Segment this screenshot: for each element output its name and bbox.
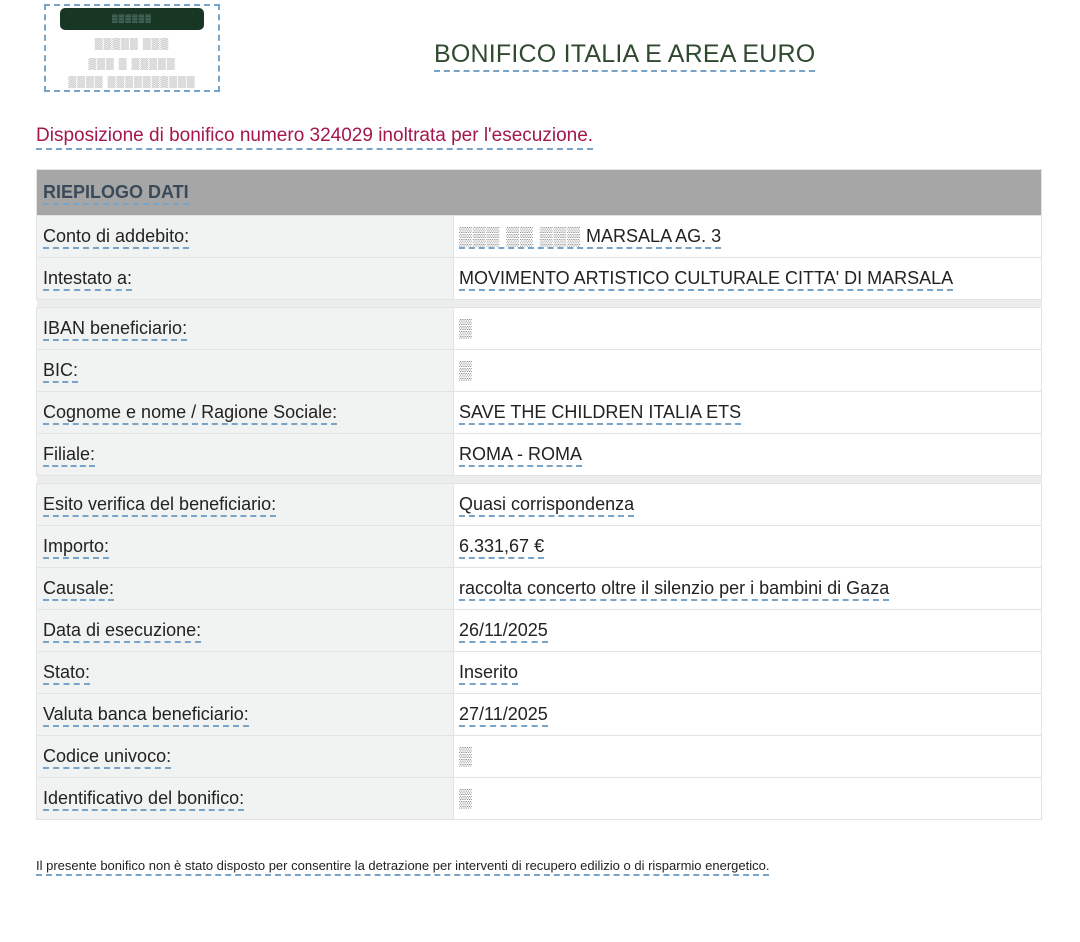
summary-header-row	[37, 170, 1042, 216]
row-value: Quasi corrispondenza	[459, 494, 634, 517]
row-value: 26/11/2025	[459, 620, 548, 643]
status-value: Inserito	[459, 662, 518, 685]
footer-note: Il presente bonifico non è stato disposto per consentire la detrazione per interventi di recupero edilizio o di risparmio energetico.	[36, 858, 769, 876]
row-value: ROMA - ROMA	[459, 444, 582, 467]
row-label: Causale:	[43, 578, 114, 601]
row-value: raccolta concerto oltre il silenzio per i bambini di Gaza	[459, 578, 889, 601]
bank-logo	[44, 4, 220, 92]
logo-text: ▒▒▒▒ ▒▒▒▒▒▒▒▒▒▒	[68, 76, 196, 88]
logo-text: ▒▒▒ ▒ ▒▒▒▒▒	[88, 58, 176, 70]
row-label: BIC:	[43, 360, 78, 383]
row-value: SAVE THE CHILDREN ITALIA ETS	[459, 402, 741, 425]
table-row	[37, 694, 1042, 736]
table-row	[37, 652, 1042, 694]
redacted-text: ▒▒▒ ▒▒ ▒▒▒	[459, 226, 582, 246]
row-value: 27/11/2025	[459, 704, 548, 727]
row-label: Valuta banca beneficiario:	[43, 704, 249, 727]
table-row	[37, 434, 1042, 476]
table-row	[37, 736, 1042, 778]
row-label: Esito verifica del beneficiario:	[43, 494, 276, 517]
row-label: Codice univoco:	[43, 746, 171, 769]
logo-banner: ▒▒▒▒▒▒	[60, 8, 204, 30]
table-row	[37, 308, 1042, 350]
row-value: ▒	[459, 746, 473, 766]
summary-header: RIEPILOGO DATI	[43, 182, 189, 205]
table-row	[37, 568, 1042, 610]
table-row	[37, 610, 1042, 652]
row-label: Cognome e nome / Ragione Sociale:	[43, 402, 337, 425]
summary-table	[36, 169, 1042, 820]
table-row	[37, 526, 1042, 568]
row-label: Stato:	[43, 662, 90, 685]
table-row	[37, 258, 1042, 300]
row-label: Identificativo del bonifico:	[43, 788, 244, 811]
row-separator	[37, 476, 1042, 484]
table-row	[37, 778, 1042, 820]
row-label: Importo:	[43, 536, 109, 559]
transfer-confirmation: Disposizione di bonifico numero 324029 inoltrata per l'esecuzione.	[36, 125, 593, 150]
row-value: ▒	[459, 788, 473, 808]
row-label: Data di esecuzione:	[43, 620, 201, 643]
row-label: Filiale:	[43, 444, 95, 467]
amount-value: 6.331,67 €	[459, 536, 544, 559]
table-row	[37, 484, 1042, 526]
row-label: Conto di addebito:	[43, 226, 189, 249]
table-row	[37, 350, 1042, 392]
row-label: IBAN beneficiario:	[43, 318, 187, 341]
row-value: ▒	[459, 360, 473, 380]
row-value: ▒	[459, 318, 473, 338]
row-label: Intestato a:	[43, 268, 132, 291]
table-row	[37, 392, 1042, 434]
logo-text: ▒▒▒▒▒ ▒▒▒	[94, 38, 170, 50]
page-title: BONIFICO ITALIA E AREA EURO	[434, 40, 815, 72]
row-separator	[37, 300, 1042, 308]
row-value: MOVIMENTO ARTISTICO CULTURALE CITTA' DI MARSALA	[459, 268, 953, 291]
table-row	[37, 216, 1042, 258]
row-value: MARSALA AG. 3	[586, 226, 722, 246]
